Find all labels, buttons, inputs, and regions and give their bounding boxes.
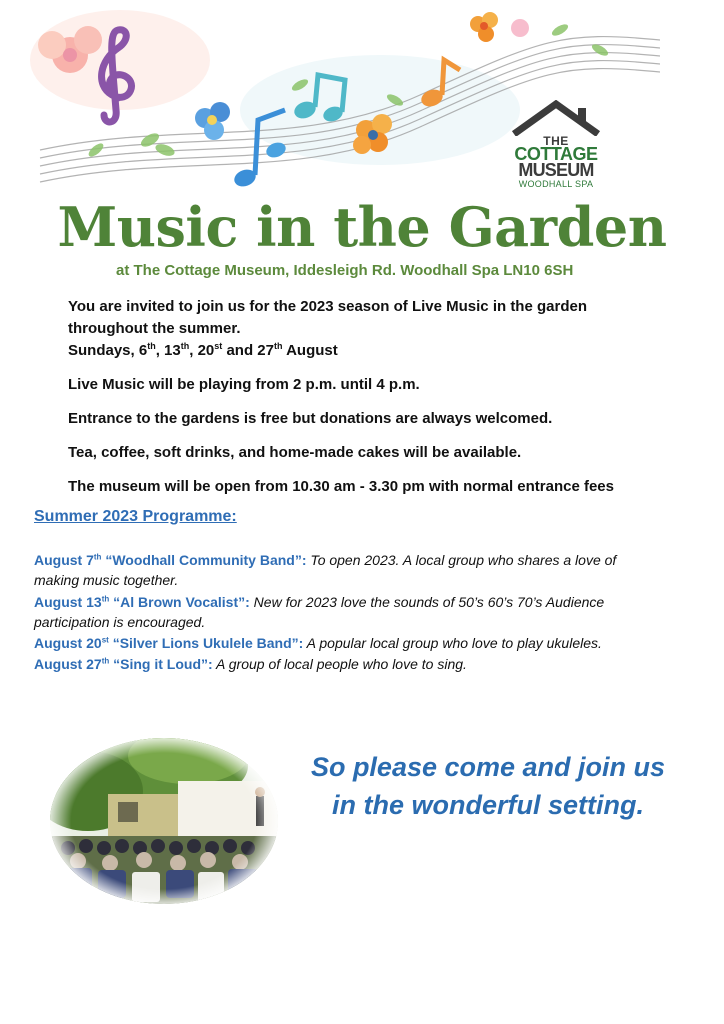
times-text: Live Music will be playing from 2 p.m. until 4 p.m. [68,376,420,393]
cottage-museum-logo [500,100,612,190]
programme-desc: To open 2023. A local group who shares a love of [306,552,617,568]
programme-date: August 7th [34,552,102,568]
programme-item [34,654,694,674]
intro-line-2: throughout the summer. [68,320,241,337]
programme-act: “Woodhall Community Band”: [101,552,307,568]
closing-line-2: in the wonderful setting. [332,790,644,820]
museum-hours-text: The museum will be open from 10.30 am - 3.30 pm with normal entrance fees [68,478,614,495]
programme-act: “Silver Lions Ukulele Band”: [108,635,304,651]
garden-audience-photo [48,736,280,906]
programme-heading: Summer 2023 Programme: [34,508,237,525]
programme-desc: New for 2023 love the sounds of 50’s 60’s 70’s Audience [249,594,605,610]
programme-desc: A popular local group who love to play ukuleles. [303,635,602,651]
programme-act: “Sing it Loud”: [109,656,213,672]
entrance-text: Entrance to the gardens is free but donations are always welcomed. [68,410,553,427]
closing-line-1: So please come and join us [310,752,666,782]
logo-line-woodhall-spa: WOODHALL SPA [518,179,594,189]
house-roof-icon [506,100,606,136]
programme-item [34,633,694,653]
page-title: Music in the Garden [57,195,667,259]
logo-line-the: THE [543,134,569,148]
intro-paragraph [68,296,668,362]
blue-flower-icon [195,102,230,140]
logo-line-museum: MUSEUM [518,160,594,180]
page-subtitle: at The Cottage Museum, Iddesleigh Rd. Woodhall Spa LN10 6SH [116,262,574,279]
programme-desc: making music together. [34,572,179,588]
programme-desc: participation is encouraged. [34,614,206,630]
programme-item [34,592,694,632]
music-notes-banner [0,0,724,200]
programme-desc: A group of local people who love to sing. [212,656,467,672]
dates-line: Sundays, 6th, 13th, 20st and 27th August [68,341,338,359]
flower-icon [470,12,529,42]
programme-item [34,550,694,590]
programme-act: “Al Brown Vocalist”: [109,594,250,610]
refreshments-text: Tea, coffee, soft drinks, and home-made cakes will be available. [68,444,522,461]
logo-line-cottage: COTTAGE [514,144,598,164]
programme-date: August 13th [34,594,110,610]
programme-date: August 27th [34,656,110,672]
programme-date: August 20st [34,635,109,651]
intro-line-1: You are invited to join us for the 2023 season of Live Music in the garden [68,298,587,315]
